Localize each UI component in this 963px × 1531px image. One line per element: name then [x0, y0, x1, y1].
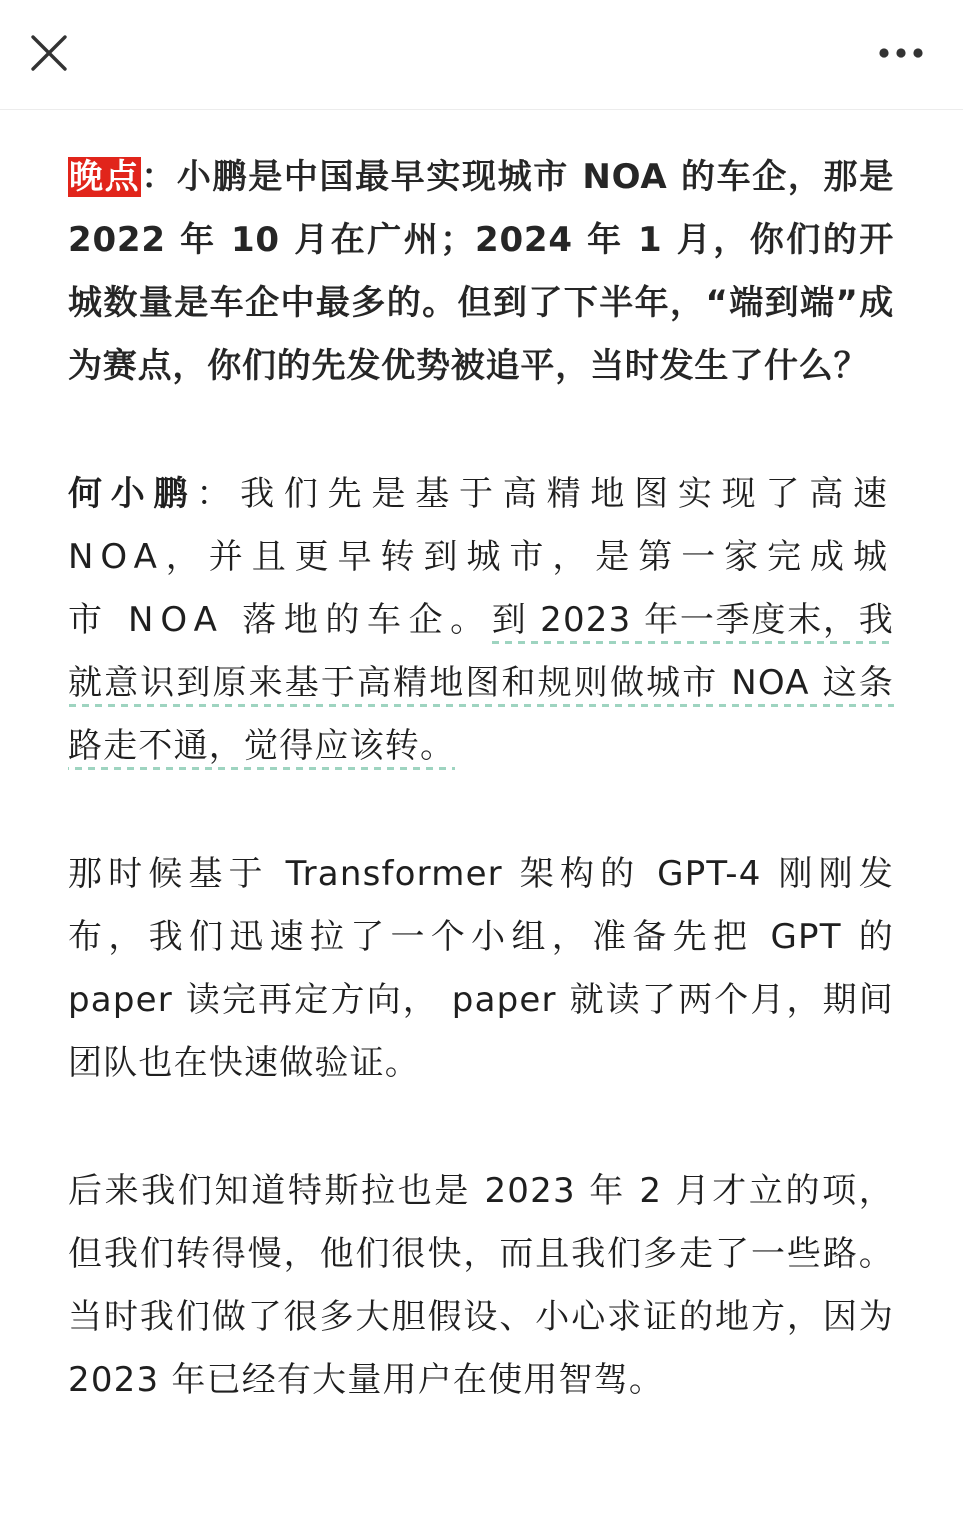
source-tag: 晚点 — [69, 157, 141, 197]
highlighted-sentence[interactable]: 到 2023 年一季度末，我就意识到原来基于高精地图和规则做城市 NOA 这条路走不通，觉得应该转。 — [68, 600, 894, 770]
speaker-colon: ： — [196, 474, 241, 514]
answer-paragraph-1 — [68, 463, 894, 778]
more-horizontal-icon — [878, 47, 924, 59]
answer-lead-text: 我们先是基于高精地图实现了高速 NOA，并且更早转到城市，是第一家完成城市 NOA 落地的车企。 — [68, 474, 895, 640]
top-navigation-bar — [0, 0, 963, 110]
interview-question — [68, 146, 894, 398]
answer-paragraph-2: 那时候基于 Transformer 架构的 GPT-4 刚刚发布，我们迅速拉了一个小组，准备先把 GPT 的 paper 读完再定方向， paper 就读了两个月，期间团队也在快速做验证。 — [68, 854, 894, 1083]
answer-paragraph-3: 后来我们知道特斯拉也是 2023 年 2 月才立的项，但我们转得慢，他们很快，而且我们多走了一些路。当时我们做了很多大胆假设、小心求证的地方，因为 2023 年已经有大量用户在使用智驾。 — [68, 1171, 894, 1400]
speaker-name: 何小鹏 — [68, 474, 197, 514]
close-button[interactable] — [22, 26, 76, 80]
more-options-button[interactable] — [871, 30, 931, 76]
close-icon — [29, 33, 69, 73]
question-text: ：小鹏是中国最早实现城市 NOA 的车企，那是 2022 年 10 月在广州；2024 年 1 月，你们的开城数量是车企中最多的。但到了下半年，“端到端”成为赛点，你们的先发优势被追平，当时发生了什么？ — [68, 157, 894, 386]
article-body — [68, 146, 894, 1412]
